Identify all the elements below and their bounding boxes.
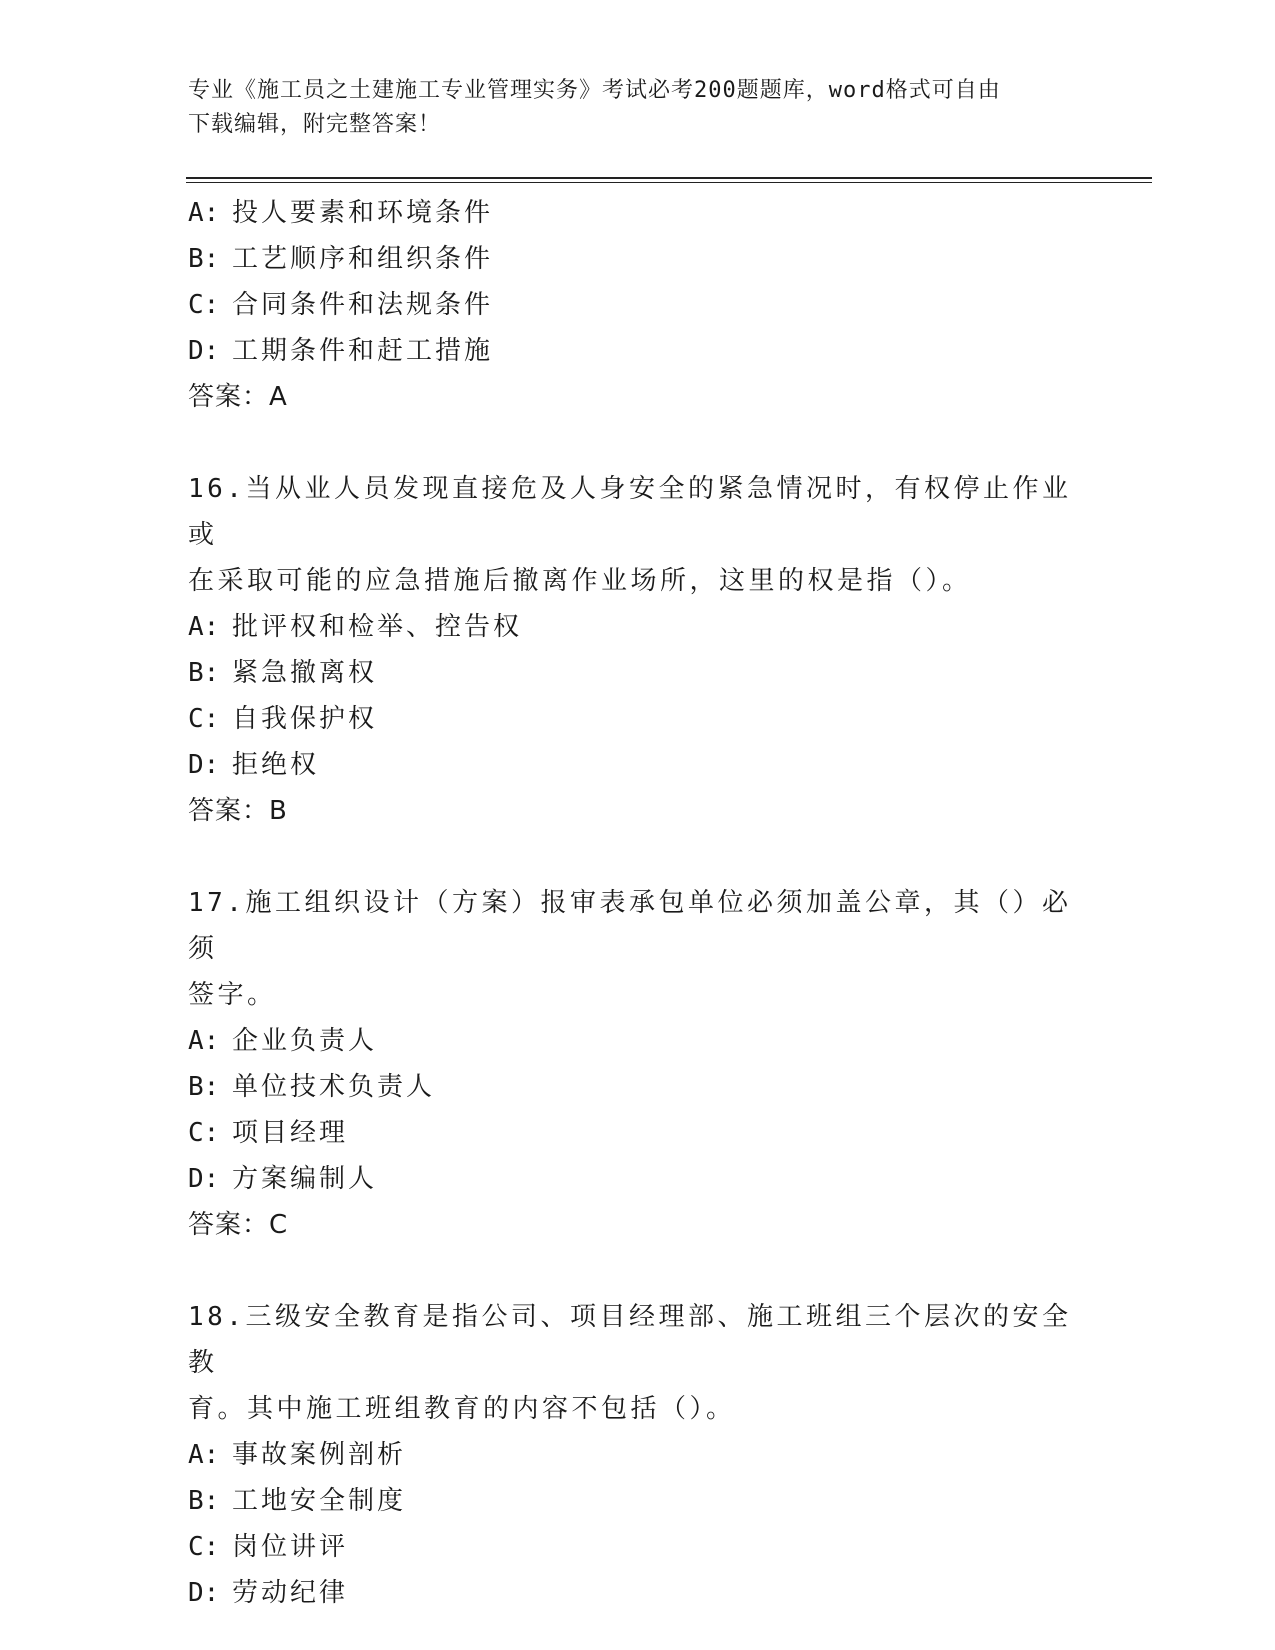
option-b <box>188 1064 1088 1110</box>
option-key: A: <box>188 1026 220 1056</box>
option-text: 拒绝权 <box>232 750 320 780</box>
option-key: A: <box>188 1440 220 1470</box>
question-list <box>188 190 1088 1616</box>
option-a <box>188 604 1088 650</box>
option-text: 方案编制人 <box>232 1164 378 1194</box>
header-line-1: 专业《施工员之土建施工专业管理实务》考试必考200题题库，word格式可自由 <box>188 78 1001 103</box>
option-key: C: <box>188 1532 220 1562</box>
option-key: B: <box>188 1072 220 1102</box>
option-text: 工地安全制度 <box>232 1486 407 1516</box>
option-a <box>188 1018 1088 1064</box>
option-key: B: <box>188 244 220 274</box>
option-d <box>188 328 1088 374</box>
page-header <box>188 74 1088 142</box>
option-text: 自我保护权 <box>232 704 378 734</box>
question-stem: 18.三级安全教育是指公司、项目经理部、施工班组三个层次的安全教 <box>188 1302 1072 1378</box>
option-key: A: <box>188 612 220 642</box>
option-text: 工艺顺序和组织条件 <box>232 244 494 274</box>
option-key: B: <box>188 658 220 688</box>
option-text: 合同条件和法规条件 <box>232 290 494 320</box>
question-stem-continued: 育。其中施工班组教育的内容不包括（）。 <box>188 1394 736 1424</box>
spacer <box>188 420 1088 466</box>
answer-line: 答案：A <box>188 382 288 412</box>
spacer <box>188 1248 1088 1294</box>
option-text: 紧急撤离权 <box>232 658 378 688</box>
option-d <box>188 742 1088 788</box>
option-text: 事故案例剖析 <box>232 1440 407 1470</box>
option-text: 劳动纪律 <box>232 1578 349 1608</box>
option-key: A: <box>188 198 220 228</box>
option-key: C: <box>188 1118 220 1148</box>
option-text: 企业负责人 <box>232 1026 378 1056</box>
option-d <box>188 1570 1088 1616</box>
question-17 <box>188 880 1088 1248</box>
question-stem: 17.施工组织设计（方案）报审表承包单位必须加盖公章，其（）必须 <box>188 888 1072 964</box>
question-15 <box>188 190 1088 420</box>
spacer <box>188 834 1088 880</box>
option-key: D: <box>188 750 220 780</box>
option-text: 工期条件和赶工措施 <box>232 336 494 366</box>
option-text: 项目经理 <box>232 1118 349 1148</box>
option-key: C: <box>188 704 220 734</box>
option-key: D: <box>188 1164 220 1194</box>
answer-line: 答案：B <box>188 796 288 826</box>
question-stem: 16.当从业人员发现直接危及人身安全的紧急情况时，有权停止作业或 <box>188 474 1072 550</box>
question-stem-continued: 在采取可能的应急措施后撤离作业场所，这里的权是指（）。 <box>188 566 972 596</box>
option-key: D: <box>188 1578 220 1608</box>
option-c <box>188 1110 1088 1156</box>
option-key: D: <box>188 336 220 366</box>
option-a <box>188 190 1088 236</box>
option-b <box>188 650 1088 696</box>
option-key: C: <box>188 290 220 320</box>
option-b <box>188 1478 1088 1524</box>
option-c <box>188 282 1088 328</box>
option-a <box>188 1432 1088 1478</box>
option-b <box>188 236 1088 282</box>
option-text: 批评权和检举、控告权 <box>232 612 523 642</box>
option-c <box>188 1524 1088 1570</box>
option-text: 投人要素和环境条件 <box>232 198 494 228</box>
option-c <box>188 696 1088 742</box>
option-text: 单位技术负责人 <box>232 1072 436 1102</box>
option-d <box>188 1156 1088 1202</box>
option-text: 岗位讲评 <box>232 1532 349 1562</box>
option-key: B: <box>188 1486 220 1516</box>
header-divider <box>186 177 1152 183</box>
header-line-2: 下载编辑，附完整答案！ <box>188 112 442 137</box>
question-16 <box>188 466 1088 834</box>
answer-line: 答案：C <box>188 1210 289 1240</box>
question-stem-continued: 签字。 <box>188 980 277 1010</box>
question-18 <box>188 1294 1088 1616</box>
